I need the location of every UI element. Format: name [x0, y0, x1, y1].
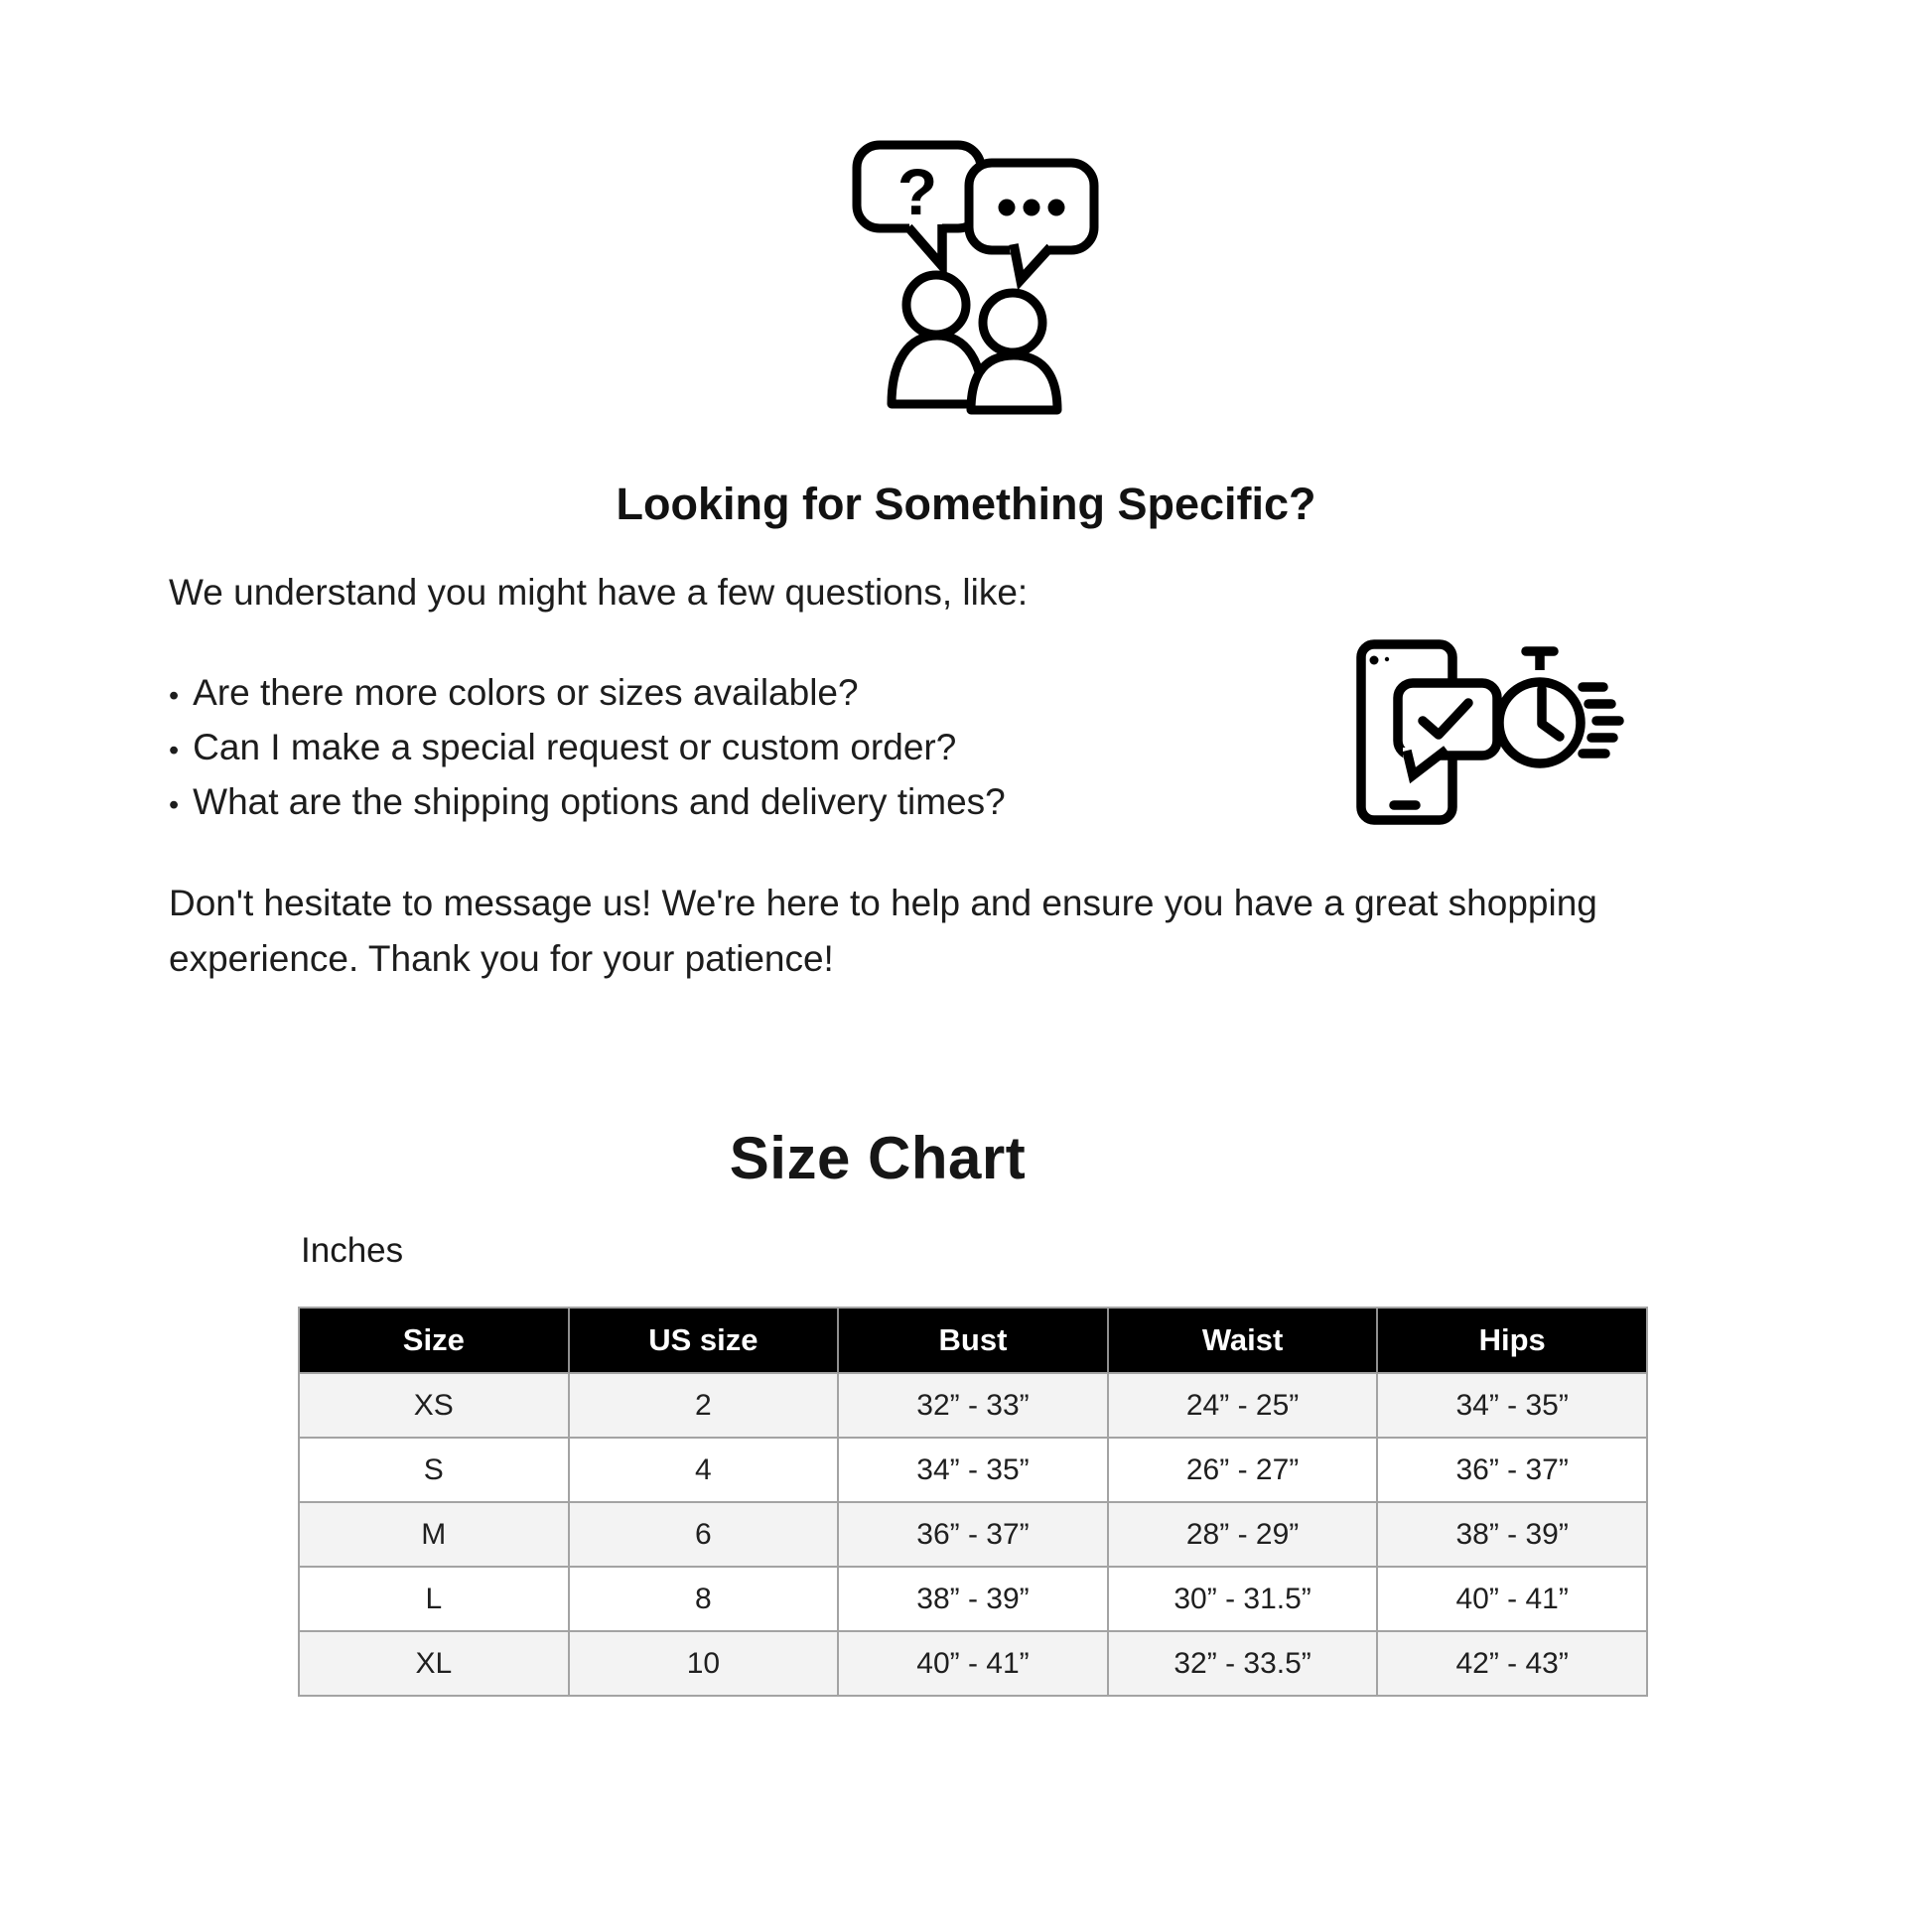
- question-item: [169, 776, 1006, 831]
- cell-hips: 40” - 41”: [1378, 1568, 1646, 1632]
- closing-line: experience. Thank you for your patience!: [169, 938, 834, 979]
- question-text: Are there more colors or sizes available?: [193, 672, 859, 713]
- cell-bust: 32” - 33”: [839, 1374, 1109, 1439]
- help-heading: Looking for Something Specific?: [616, 479, 1316, 529]
- question-list: [169, 667, 1006, 831]
- closing-message: [169, 876, 1597, 987]
- cell-us: 10: [570, 1632, 840, 1695]
- table-row-xl: [300, 1632, 1646, 1695]
- cell-us: 2: [570, 1374, 840, 1439]
- cell-size: XL: [300, 1632, 570, 1695]
- cell-hips: 42” - 43”: [1455, 1646, 1569, 1680]
- svg-text:?: ?: [897, 155, 938, 228]
- cell-bust: 34” - 35”: [839, 1439, 1109, 1503]
- cell-waist: 26” - 27”: [1109, 1439, 1379, 1503]
- cell-bust: 38” - 39”: [839, 1568, 1109, 1632]
- column-header-hips: Hips: [1378, 1309, 1646, 1374]
- cell-hips: 36” - 37”: [1378, 1439, 1646, 1503]
- question-text: Can I make a special request or custom order?: [193, 727, 957, 767]
- cell-us: 8: [570, 1568, 840, 1632]
- table-row-l: [300, 1568, 1646, 1632]
- help-intro: We understand you might have a few questions, like:: [169, 572, 1029, 613]
- phone-message-stopwatch-icon: [1353, 638, 1631, 832]
- column-header-us-size: US size: [570, 1309, 840, 1374]
- cell-waist: 28” - 29”: [1109, 1503, 1379, 1568]
- cell-bust: 36” - 37”: [839, 1503, 1109, 1568]
- unit-label: Inches: [301, 1231, 404, 1270]
- cell-waist: 24” - 25”: [1109, 1374, 1379, 1439]
- question-item: [169, 722, 1006, 776]
- question-text: What are the shipping options and delivery times?: [193, 781, 1006, 822]
- people-chat-icon: [852, 139, 1100, 417]
- cell-bust: 40” - 41”: [839, 1632, 1109, 1695]
- question-item: [169, 667, 1006, 722]
- cell-size: S: [300, 1439, 570, 1503]
- cell-waist: 32” - 33.5”: [1109, 1632, 1379, 1695]
- cell-us: 4: [570, 1439, 840, 1503]
- cell-size: M: [300, 1503, 570, 1568]
- table-row-s: [300, 1439, 1646, 1503]
- column-header-waist: Waist: [1109, 1309, 1379, 1374]
- size-chart-title: Size Chart: [729, 1125, 1027, 1191]
- cell-hips: 38” - 39”: [1378, 1503, 1646, 1568]
- cell-waist: 30” - 31.5”: [1109, 1568, 1379, 1632]
- table-row-m: [300, 1503, 1646, 1568]
- closing-line: Don't hesitate to message us! We're here to help and ensure you have a great shopping: [169, 883, 1597, 923]
- table-row-xs: [300, 1374, 1646, 1439]
- cell-size: L: [300, 1568, 570, 1632]
- bullet-icon: •: [169, 735, 180, 766]
- cell-us: 6: [570, 1503, 840, 1568]
- bullet-icon: •: [169, 789, 180, 821]
- bullet-icon: •: [169, 680, 180, 712]
- cell-size: XS: [300, 1374, 570, 1439]
- size-chart-table: [298, 1307, 1648, 1697]
- column-header-size: Size: [300, 1309, 570, 1374]
- cell-hips: 34” - 35”: [1378, 1374, 1646, 1439]
- column-header-bust: Bust: [839, 1309, 1109, 1374]
- table-header-row: [300, 1309, 1646, 1374]
